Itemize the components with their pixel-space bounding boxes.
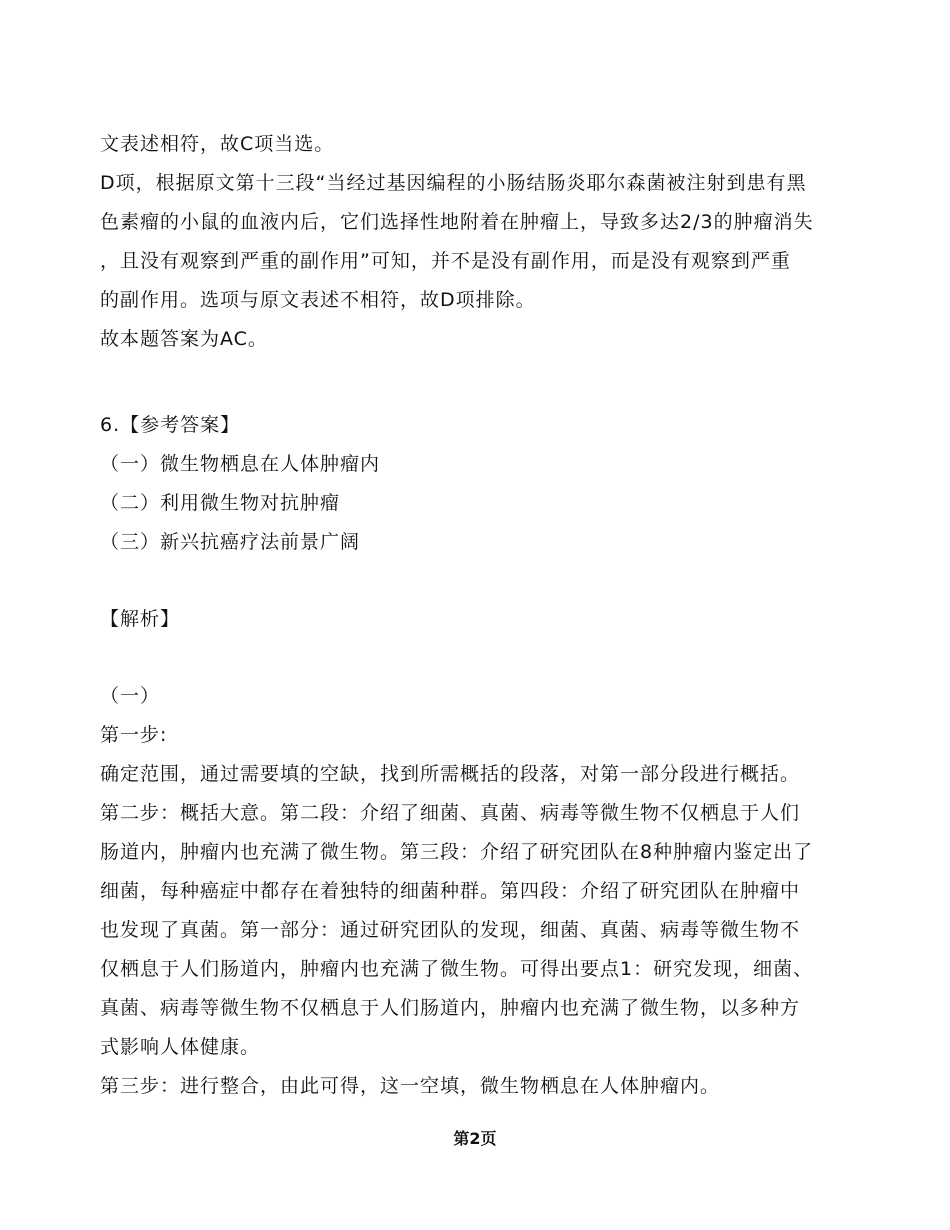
step1-label: 第一步: bbox=[100, 724, 168, 746]
paragraph-line: 的副作用。选项与原文表述不相符，故D项排除。 bbox=[100, 289, 536, 311]
analysis-heading: 【解析】 bbox=[100, 608, 181, 630]
paragraph-line: ，且没有观察到严重的副作用”可知，并不是没有副作用，而是没有观察到严重 bbox=[100, 250, 791, 272]
paragraph-line: 文表述相符，故C项当选。 bbox=[100, 133, 335, 155]
step2-line: 仅栖息于人们肠道内，肿瘤内也充满了微生物。可得出要点1：研究发现，细菌、 bbox=[100, 958, 814, 980]
answer-heading: 6.【参考答案】 bbox=[100, 414, 241, 436]
answer-item: （一）微生物栖息在人体肿瘤内 bbox=[100, 453, 381, 475]
paragraph-line: D项，根据原文第十三段“当经过基因编程的小肠结肠炎耶尔森菌被注射到患有黑 bbox=[100, 172, 807, 194]
page-number: 第2页 bbox=[453, 1129, 497, 1148]
answer-item: （二）利用微生物对抗肿瘤 bbox=[100, 492, 341, 514]
step2-line: 第二步：概括大意。第二段：介绍了细菌、真菌、病毒等微生物不仅栖息于人们 bbox=[100, 802, 801, 824]
step2-line: 真菌、病毒等微生物不仅栖息于人们肠道内，肿瘤内也充满了微生物，以多种方 bbox=[100, 997, 801, 1019]
step3-text: 第三步：进行整合，由此可得，这一空填，微生物栖息在人体肿瘤内。 bbox=[100, 1075, 721, 1097]
step2-line: 肠道内，肿瘤内也充满了微生物。第三段：介绍了研究团队在8种肿瘤内鉴定出了 bbox=[100, 841, 814, 863]
step2-line: 式影响人体健康。 bbox=[100, 1036, 261, 1058]
step2-line: 也发现了真菌。第一部分：通过研究团队的发现，细菌、真菌、病毒等微生物不 bbox=[100, 919, 801, 941]
part-label: （一） bbox=[100, 685, 161, 707]
answer-item: （三）新兴抗癌疗法前景广阔 bbox=[100, 531, 361, 553]
step2-line: 细菌，每种癌症中都存在着独特的细菌种群。第四段：介绍了研究团队在肿瘤中 bbox=[100, 880, 801, 902]
conclusion-line: 故本题答案为AC。 bbox=[100, 328, 268, 350]
paragraph-line: 色素瘤的小鼠的血液内后，它们选择性地附着在肿瘤上，导致多达2/3的肿瘤消失 bbox=[100, 211, 814, 233]
step1-text: 确定范围，通过需要填的空缺，找到所需概括的段落，对第一部分段进行概括。 bbox=[100, 763, 801, 785]
